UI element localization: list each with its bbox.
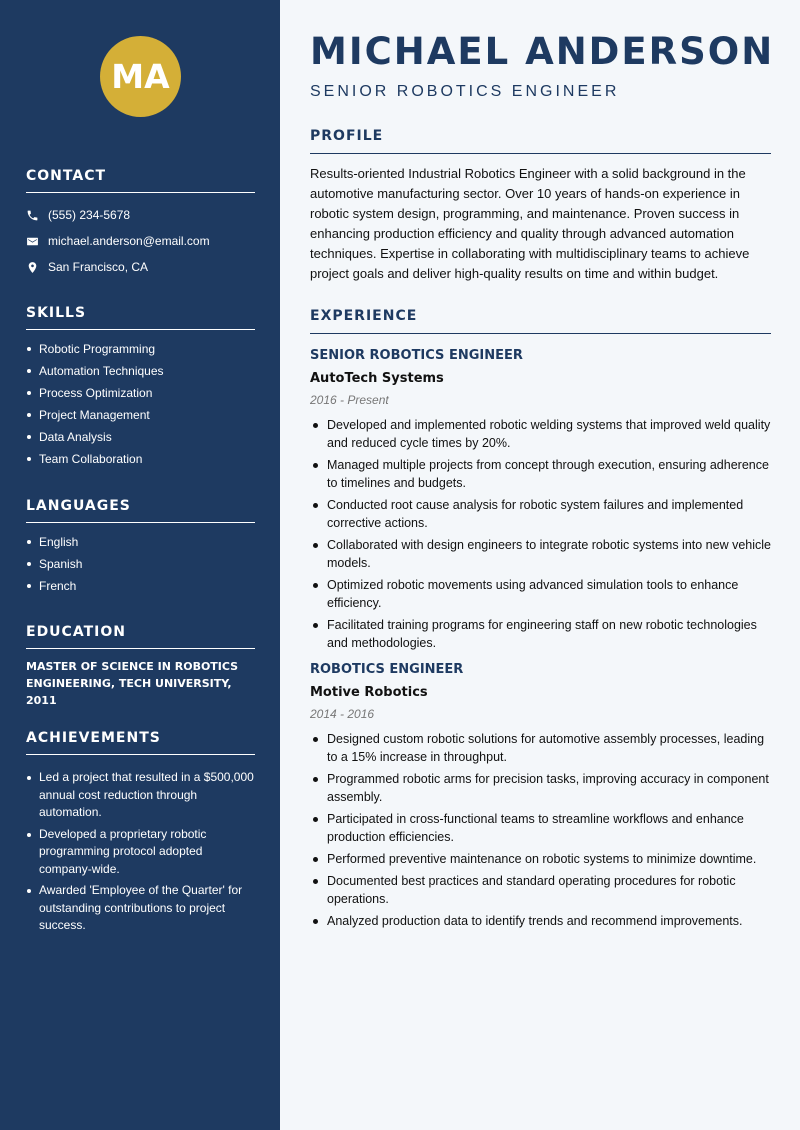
list-item: Participated in cross-functional teams to streamline workflows and enhance production efficiencies. [310,810,771,846]
list-item: Spanish [26,553,255,575]
profile-section [310,128,771,284]
job-title: ROBOTICS ENGINEER [310,662,464,677]
education-line: ENGINEERING, TECH UNIVERSITY, 2011 [26,677,232,707]
list-item: Awarded 'Employee of the Quarter' for outstanding contributions to project success. [26,882,255,935]
job-entry [310,662,771,930]
achievements-heading: ACHIEVEMENTS [26,730,255,755]
contact-section [26,168,255,280]
job-entry [310,348,771,652]
company-name: Motive Robotics [310,685,428,700]
job-dates: 2016 - Present [310,393,389,407]
education-heading: EDUCATION [26,624,255,649]
education-section [26,624,255,709]
skills-section [26,305,255,470]
phone-icon [26,209,39,222]
contact-email [26,228,255,254]
list-item: Managed multiple projects from concept through execution, ensuring adherence to timelines and budgets. [310,456,771,492]
phone-text: (555) 234-5678 [48,208,131,222]
list-item: Programmed robotic arms for precision tasks, improving accuracy in component assembly. [310,770,771,806]
list-item: Analyzed production data to identify trends and recommend improvements. [310,912,771,930]
list-item: Process Optimization [26,382,255,404]
list-item: Project Management [26,404,255,426]
list-item: Optimized robotic movements using advanced simulation tools to enhance efficiency. [310,576,771,612]
contact-location [26,254,255,280]
list-item: Designed custom robotic solutions for automotive assembly processes, leading to a 15% increase in throughput. [310,730,771,766]
list-item: Automation Techniques [26,360,255,382]
job-title: SENIOR ROBOTICS ENGINEER [310,348,523,363]
list-item: Performed preventive maintenance on robotic systems to minimize downtime. [310,850,771,868]
email-text: michael.anderson@email.com [48,234,210,248]
location-text: San Francisco, CA [48,260,149,274]
company-name: AutoTech Systems [310,371,444,386]
list-item: Data Analysis [26,426,255,448]
languages-heading: LANGUAGES [26,498,255,523]
job-bullets [310,416,771,652]
list-item: Conducted root cause analysis for robotic system failures and implemented corrective actions. [310,496,771,532]
list-item: Documented best practices and standard operating procedures for robotic operations. [310,872,771,908]
profile-text: Results-oriented Industrial Robotics Engineer with a solid background in the automotive manufacturing sector. Over 10 years of hands-on experience in robotic system design, programming, and maintenance. Proven success in enhancing production efficiency and quality through advanced automation techniques. Expertise in collaborating with multidisciplinary teams to achieve project goals and deliver high-quality results on time and within budget. [310,166,750,281]
location-pin-icon [26,261,39,274]
education-line: MASTER OF SCIENCE IN ROBOTICS [26,660,239,673]
list-item: English [26,531,255,553]
list-item: Facilitated training programs for engineering staff on new robotic technologies and methodologies. [310,616,771,652]
page-title: MICHAEL ANDERSON [310,30,775,73]
profile-heading: PROFILE [310,128,771,154]
languages-list [26,531,255,597]
list-item: Robotic Programming [26,338,255,360]
list-item: French [26,575,255,597]
education-degree [26,658,255,709]
list-item: Collaborated with design engineers to integrate robotic systems into new vehicle models. [310,536,771,572]
contact-phone [26,202,255,228]
job-dates: 2014 - 2016 [310,707,375,721]
email-icon [26,235,39,248]
contact-heading: CONTACT [26,168,255,193]
achievements-section [26,730,255,939]
job-bullets [310,730,771,930]
languages-section [26,498,255,597]
job-title-subtitle: SENIOR ROBOTICS ENGINEER [310,83,620,100]
experience-section [310,308,771,934]
avatar: MA [100,36,181,117]
skills-list [26,338,255,470]
list-item: Developed a proprietary robotic programming protocol adopted company-wide. [26,826,255,879]
achievements-list [26,769,255,935]
skills-heading: SKILLS [26,305,255,330]
sidebar [0,0,280,1130]
list-item: Developed and implemented robotic welding systems that improved weld quality and reduced cycle times by 20%. [310,416,771,452]
list-item: Led a project that resulted in a $500,000 annual cost reduction through automation. [26,769,255,822]
experience-heading: EXPERIENCE [310,308,771,334]
list-item: Team Collaboration [26,448,255,470]
